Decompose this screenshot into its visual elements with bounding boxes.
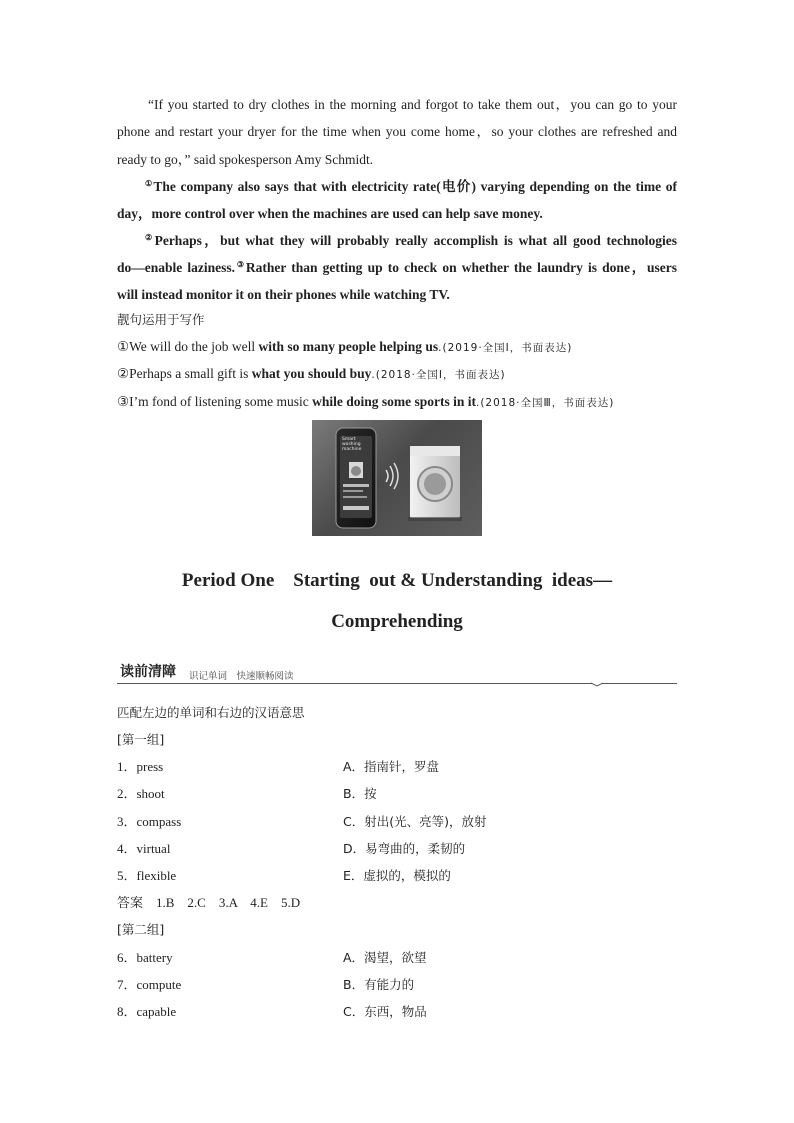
- marker-1: ①: [145, 179, 154, 188]
- writing-sentence-2: [117, 360, 677, 389]
- writing-heading: 靓句运用于写作: [117, 312, 205, 327]
- marker-3: ③: [235, 260, 246, 269]
- vocab-word: 2．shoot: [117, 786, 165, 801]
- vocab-word: 6．battery: [117, 950, 173, 965]
- vocab-word: 1．press: [117, 759, 164, 774]
- section-subtitle: 识记单词 快速顺畅阅读: [189, 671, 294, 682]
- vocab-meaning: B．按: [343, 786, 377, 801]
- sentence-bold: while doing some sports in it: [312, 394, 476, 409]
- passage-line: “If you started to dry clothes in the morning and forgot to take them out，you can go to your: [148, 97, 677, 112]
- smart-washer-photo: [312, 420, 482, 536]
- vocab-word: 8．capable: [117, 1004, 177, 1019]
- phone-text: washing: [342, 442, 361, 447]
- vocab-meaning: D．易弯曲的，柔韧的: [343, 841, 466, 856]
- sentence-source: .(2018·全国Ⅰ，书面表达): [371, 369, 506, 381]
- vocab-meaning: C．射出(光、亮等)，放射: [343, 814, 487, 829]
- sentence-text: The company also says that with electricity rate(电价) varying depending on the time of: [153, 179, 677, 194]
- writing-sentence-1: [117, 333, 677, 362]
- sentence-plain: ①We will do the job well: [117, 339, 259, 354]
- section-header: [117, 660, 677, 686]
- phone-screen-text: [342, 437, 361, 452]
- photo-illustration: [312, 420, 482, 536]
- vocab-word: 4．virtual: [117, 841, 171, 856]
- sentence-bold: what you should buy: [251, 366, 372, 381]
- group2-label: [第二组]: [117, 922, 165, 937]
- vocab-word: 3．compass: [117, 814, 182, 829]
- exercise-instruction: 匹配左边的单词和右边的汉语意思: [117, 705, 305, 720]
- passage-bold-line: day，more control over when the machines are used can help save money.: [117, 206, 543, 221]
- marker-2: ②: [145, 233, 155, 242]
- passage-bold-line: [117, 173, 677, 200]
- sentence-bold: with so many people helping us: [258, 339, 439, 354]
- period-subtitle: Comprehending: [331, 611, 463, 632]
- sentence-source: .(2019·全国Ⅰ，书面表达): [438, 342, 573, 354]
- phone-text: Smart: [342, 437, 356, 442]
- rule-notch-icon: [591, 679, 603, 687]
- section-title: 读前清障: [120, 664, 176, 680]
- sentence-source: .(2018·全国Ⅲ，书面表达): [475, 397, 615, 409]
- passage-line: phone and restart your dryer for the time when you come home，so your clothes are refreshed and: [117, 124, 677, 139]
- sentence-plain: ②Perhaps a small gift is: [117, 366, 252, 381]
- group1-label: [第一组]: [117, 732, 165, 747]
- vocab-meaning: A．渴望，欲望: [343, 950, 427, 965]
- sentence-text: Perhaps，but what they will probably really accomplish is what all good technologies: [154, 233, 677, 248]
- writing-sentence-3: [117, 388, 677, 417]
- passage-bold-line: [117, 254, 677, 281]
- vocab-meaning: B．有能力的: [343, 977, 415, 992]
- answer-line: 答案 1.B 2.C 3.A 4.E 5.D: [117, 895, 301, 910]
- vocab-meaning: E．虚拟的，模拟的: [343, 868, 451, 883]
- vocab-meaning: A．指南针，罗盘: [343, 759, 440, 774]
- sentence-plain: ③I’m fond of listening some music: [117, 394, 313, 409]
- passage-bold-line: [117, 227, 677, 254]
- vocab-word: 7．compute: [117, 977, 182, 992]
- passage-bold-line: will instead monitor it on their phones while watching TV.: [117, 287, 450, 302]
- vocab-meaning: C．东西，物品: [343, 1004, 427, 1019]
- phone-text: machine: [342, 447, 362, 452]
- passage-line: ready to go，” said spokesperson Amy Schmidt.: [117, 152, 374, 167]
- vocab-word: 5．flexible: [117, 868, 177, 883]
- period-title: Period One Starting out & Understanding ideas—: [181, 570, 613, 591]
- sentence-text: do—enable laziness.: [117, 260, 236, 275]
- sentence-text: Rather than getting up to check on whether the laundry is done，users: [245, 260, 678, 275]
